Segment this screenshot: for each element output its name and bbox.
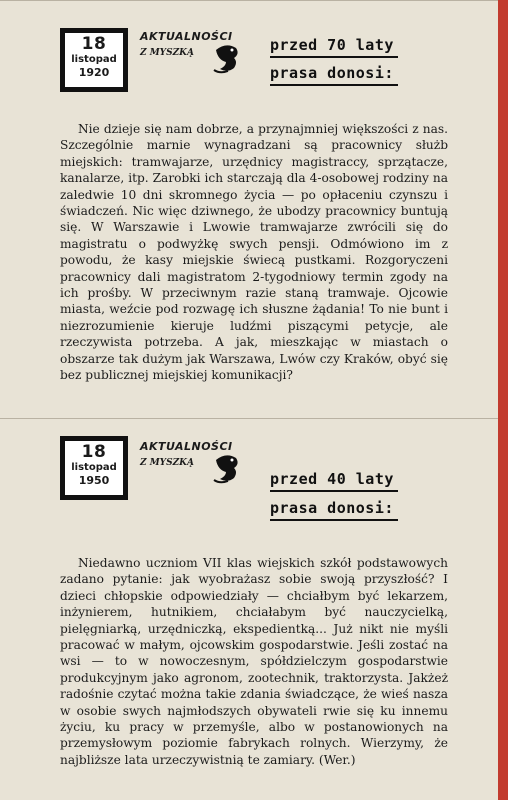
- article-body: Nie dzieje się nam dobrze, a przynajmniej większości z nas. Szczególnie marnie wynagradzani są pracownicy służb miejskich: tramwajarze, urzędnicy magistraccy, sprzątacze, kanalarze, itp. Zarobki ich starczają dla 4-osobowej rodziny na zaledwie 10 dni skromnego życia — po opłaceniu czynszu i świadczeń. Nic więc dziwnego, że ubodzy pracownicy buntują się. W Warszawie i Lwowie tramwajarze zwrócili się do magistratu o podwyżkę swych pensji. Odmówiono im z powodu, że kasy miejskie świecą pustkami. Rozgoryczeni pracownicy dali magistratom 2-tygodniowy termin zgody na ich prośby. W przeciwnym razie staną tramwaje. Ojcowie miasta, weźcie pod rozwagę ich słuszne żądania! To nie bunt i niezrozumienie kieruje ludźmi piszącymi petycje, ale rzeczywista potrzeba. A jak, mieszkając w miastach o obszarze tak dużym jak Warszawa, Lwów czy Kraków, obyć się bez publicznej miejskiej komunikacji?: [60, 122, 448, 383]
- heading-underline: [270, 519, 398, 521]
- heading-press-reports: prasa donosi:: [270, 499, 394, 517]
- heading-press-reports: prasa donosi:: [270, 64, 394, 82]
- heading-years-ago: przed 70 laty: [270, 36, 394, 54]
- mouse-icon: [210, 40, 242, 74]
- date-day: 18: [81, 34, 107, 54]
- date-box: [60, 28, 128, 92]
- page-edge-strip: [498, 0, 508, 800]
- logo-subtitle: Z MYSZKĄ: [140, 458, 194, 468]
- article-body: Niedawno uczniom VII klas wiejskich szkół podstawowych zadano pytanie: jak wyobrażasz sobie swoją przyszłość? I dzieci chłopskie odpowiedziały — chciałbym być lekarzem, inżynierem, hutnikiem, chciałabym być nauczycielką, pielęgniarką, urzędniczką, ekspedientką... Już nikt nie myśli pracować w małym, ojcowskim gospodarstwie. Jeśli zostać na wsi — to w nowoczesnym, spółdzielczym gospodarstwie produkcyjnym jako agronom, zootechnik, traktorzysta. Jakżeż radośnie czytać można takie zdania świadczące, że wieś nasza w osobie swych najmłodszych obywateli rwie się ku innemu życiu, ku pracy w przemyśle, albo w postanowionych na przemysłowym poziomie fabrykach rolnych. Wierzymy, że najbliższe lata urzeczywistnią te zamiary. (Wer.): [60, 556, 448, 767]
- heading-underline: [270, 56, 398, 58]
- heading-underline: [270, 490, 398, 492]
- heading-underline: [270, 84, 398, 86]
- section-divider: [0, 418, 498, 419]
- date-year: 1920: [78, 66, 110, 79]
- logo-subtitle: Z MYSZKĄ: [140, 48, 194, 58]
- date-year: 1950: [78, 474, 110, 487]
- date-month: listopad: [71, 54, 117, 65]
- date-box: [60, 436, 128, 500]
- heading-years-ago: przed 40 laty: [270, 470, 394, 488]
- date-day: 18: [81, 442, 107, 462]
- mouse-icon: [210, 450, 242, 484]
- date-month: listopad: [71, 462, 117, 473]
- column-logo: [140, 440, 245, 490]
- logo-title: AKTUALNOŚCI: [140, 30, 233, 43]
- column-logo: [140, 30, 245, 80]
- logo-title: AKTUALNOŚCI: [140, 440, 233, 453]
- top-rule: [0, 0, 498, 1]
